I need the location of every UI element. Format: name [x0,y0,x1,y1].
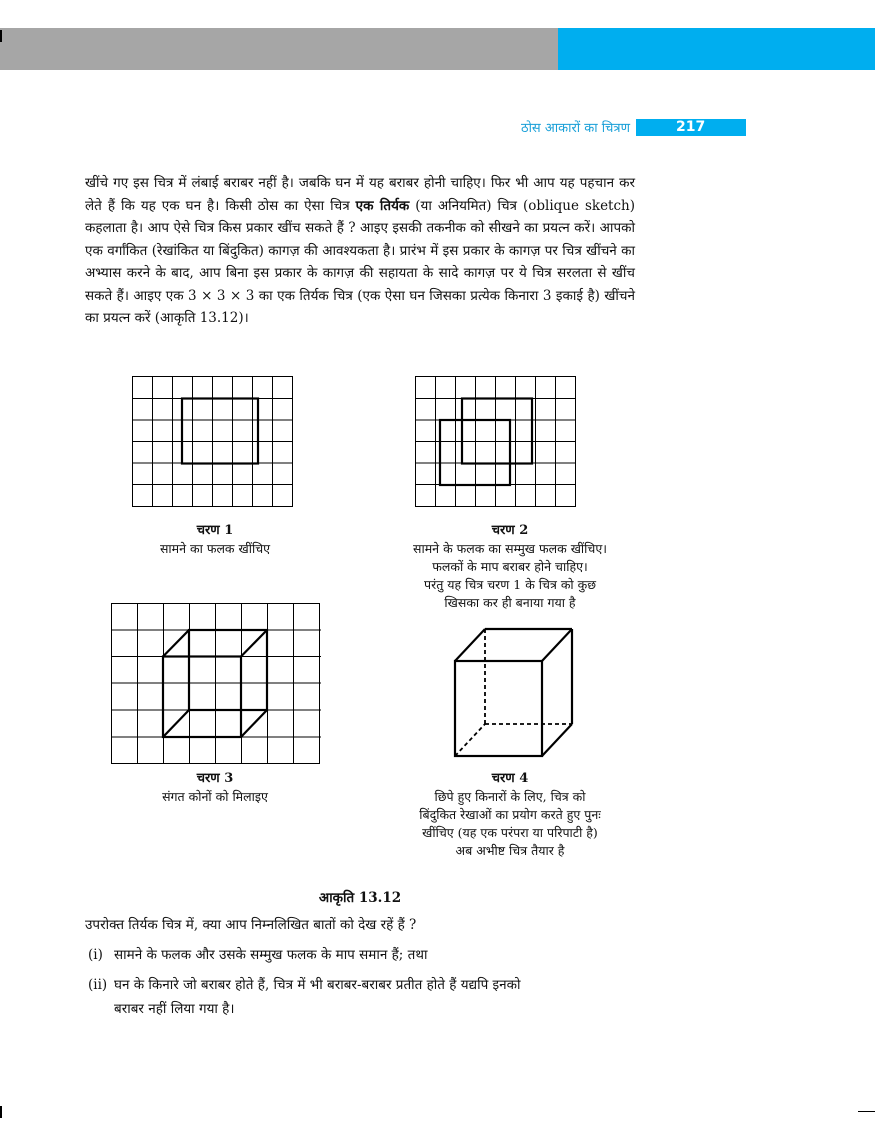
step2-line: खिसका कर ही बनाया गया है [444,595,576,610]
paragraph-part-1: खींचे गए इस चित्र में लंबाई बराबर नहीं है। जबकि घन में यह बराबर होनी चाहिए। फिर भी आप यह पहचान कर लेते हैं कि यह एक घन है। किसी ठोस का ऐसा चित्र [85,175,635,214]
crop-mark [0,30,2,42]
item-number: (ii) [88,977,108,993]
step3-grid-figure [111,603,321,764]
step4-caption [375,770,645,860]
paragraph-bold-term: एक तिर्यक [355,197,410,214]
step2-title: चरण 2 [491,523,529,538]
body-paragraph [85,172,635,330]
header-bar-gray [0,28,558,70]
step2-line: परंतु यह चित्र चरण 1 के चित्र को कुछ [423,577,596,592]
step2-line: फलकों के माप बराबर होने चाहिए। [432,559,588,574]
crop-mark [858,1111,875,1112]
step4-line: अब अभीष्ट चित्र तैयार है [455,843,565,858]
paragraph-part-2: (या अनियमित) चित्र (oblique sketch) कहलाता है। आप ऐसे चित्र किस प्रकार खींच सकते हैं ? आइए इसकी तकनीक को सीखने का प्रयत्न करें। आपको एक वर्गांकित (रेखांकित या बिंदुकित) कागज़ की आवश्यकता है। प्रारंभ में इस प्रकार के कागज़ पर चित्र खींचने का अभ्यास करने के बाद, आप बिना इस प्रकार के कागज़ की सहायता के सादे कागज़ पर ये चित्र सरलता से खींच सकते हैं। आइए एक 3 × 3 × 3 का एक तिर्यक चित्र (एक ऐसा घन जिसका प्रत्येक किनारा 3 इकाई है) खींचने का प्रयत्न करें (आकृति 13.12)। [85,197,636,326]
list-item [88,974,648,996]
list-item [88,944,648,966]
question-text: उपरोक्त तिर्यक चित्र में, क्या आप निम्नलिखित बातों को देख रहें हैं ? [85,917,417,933]
step3-title: चरण 3 [196,771,234,786]
step1-grid-figure [132,376,294,507]
step3-line: संगत कोनों को मिलाइए [162,789,268,804]
crop-mark [0,1106,2,1118]
item-number: (i) [88,947,103,963]
item-text: बराबर नहीं लिया गया है। [114,1001,235,1017]
list-item-continuation [114,998,644,1020]
step3-caption [130,770,300,806]
item-text: सामने के फलक और उसके सम्मुख फलक के माप समान हैं; तथा [114,947,428,963]
step2-grid-figure [415,376,577,507]
item-text: घन के किनारे जो बराबर होते हैं, चित्र में भी बराबर-बराबर प्रतीत होते हैं यद्यपि इनको [114,977,521,993]
header-bar-blue [558,28,875,70]
step2-line: सामने के फलक का सम्मुख फलक खींचिए। [413,541,607,556]
step4-cube-figure [448,624,578,760]
step1-line: सामने का फलक खींचिए [159,541,271,556]
step2-caption [375,522,645,612]
step4-line: खींचिए (यह एक परंपरा या परिपाटी है) [422,825,598,840]
step4-line: बिंदुकित रेखाओं का प्रयोग करते हुए पुनः [419,807,601,822]
step1-title: चरण 1 [196,523,234,538]
figure-title: आकृति 13.12 [318,890,402,906]
step4-line: छिपे हुए किनारों के लिए, चित्र को [434,789,586,804]
step1-caption [130,522,300,558]
page-number: 217 [636,119,746,136]
chapter-title: ठोस आकारों का चित्रण [521,121,630,136]
step4-title: चरण 4 [491,771,529,786]
